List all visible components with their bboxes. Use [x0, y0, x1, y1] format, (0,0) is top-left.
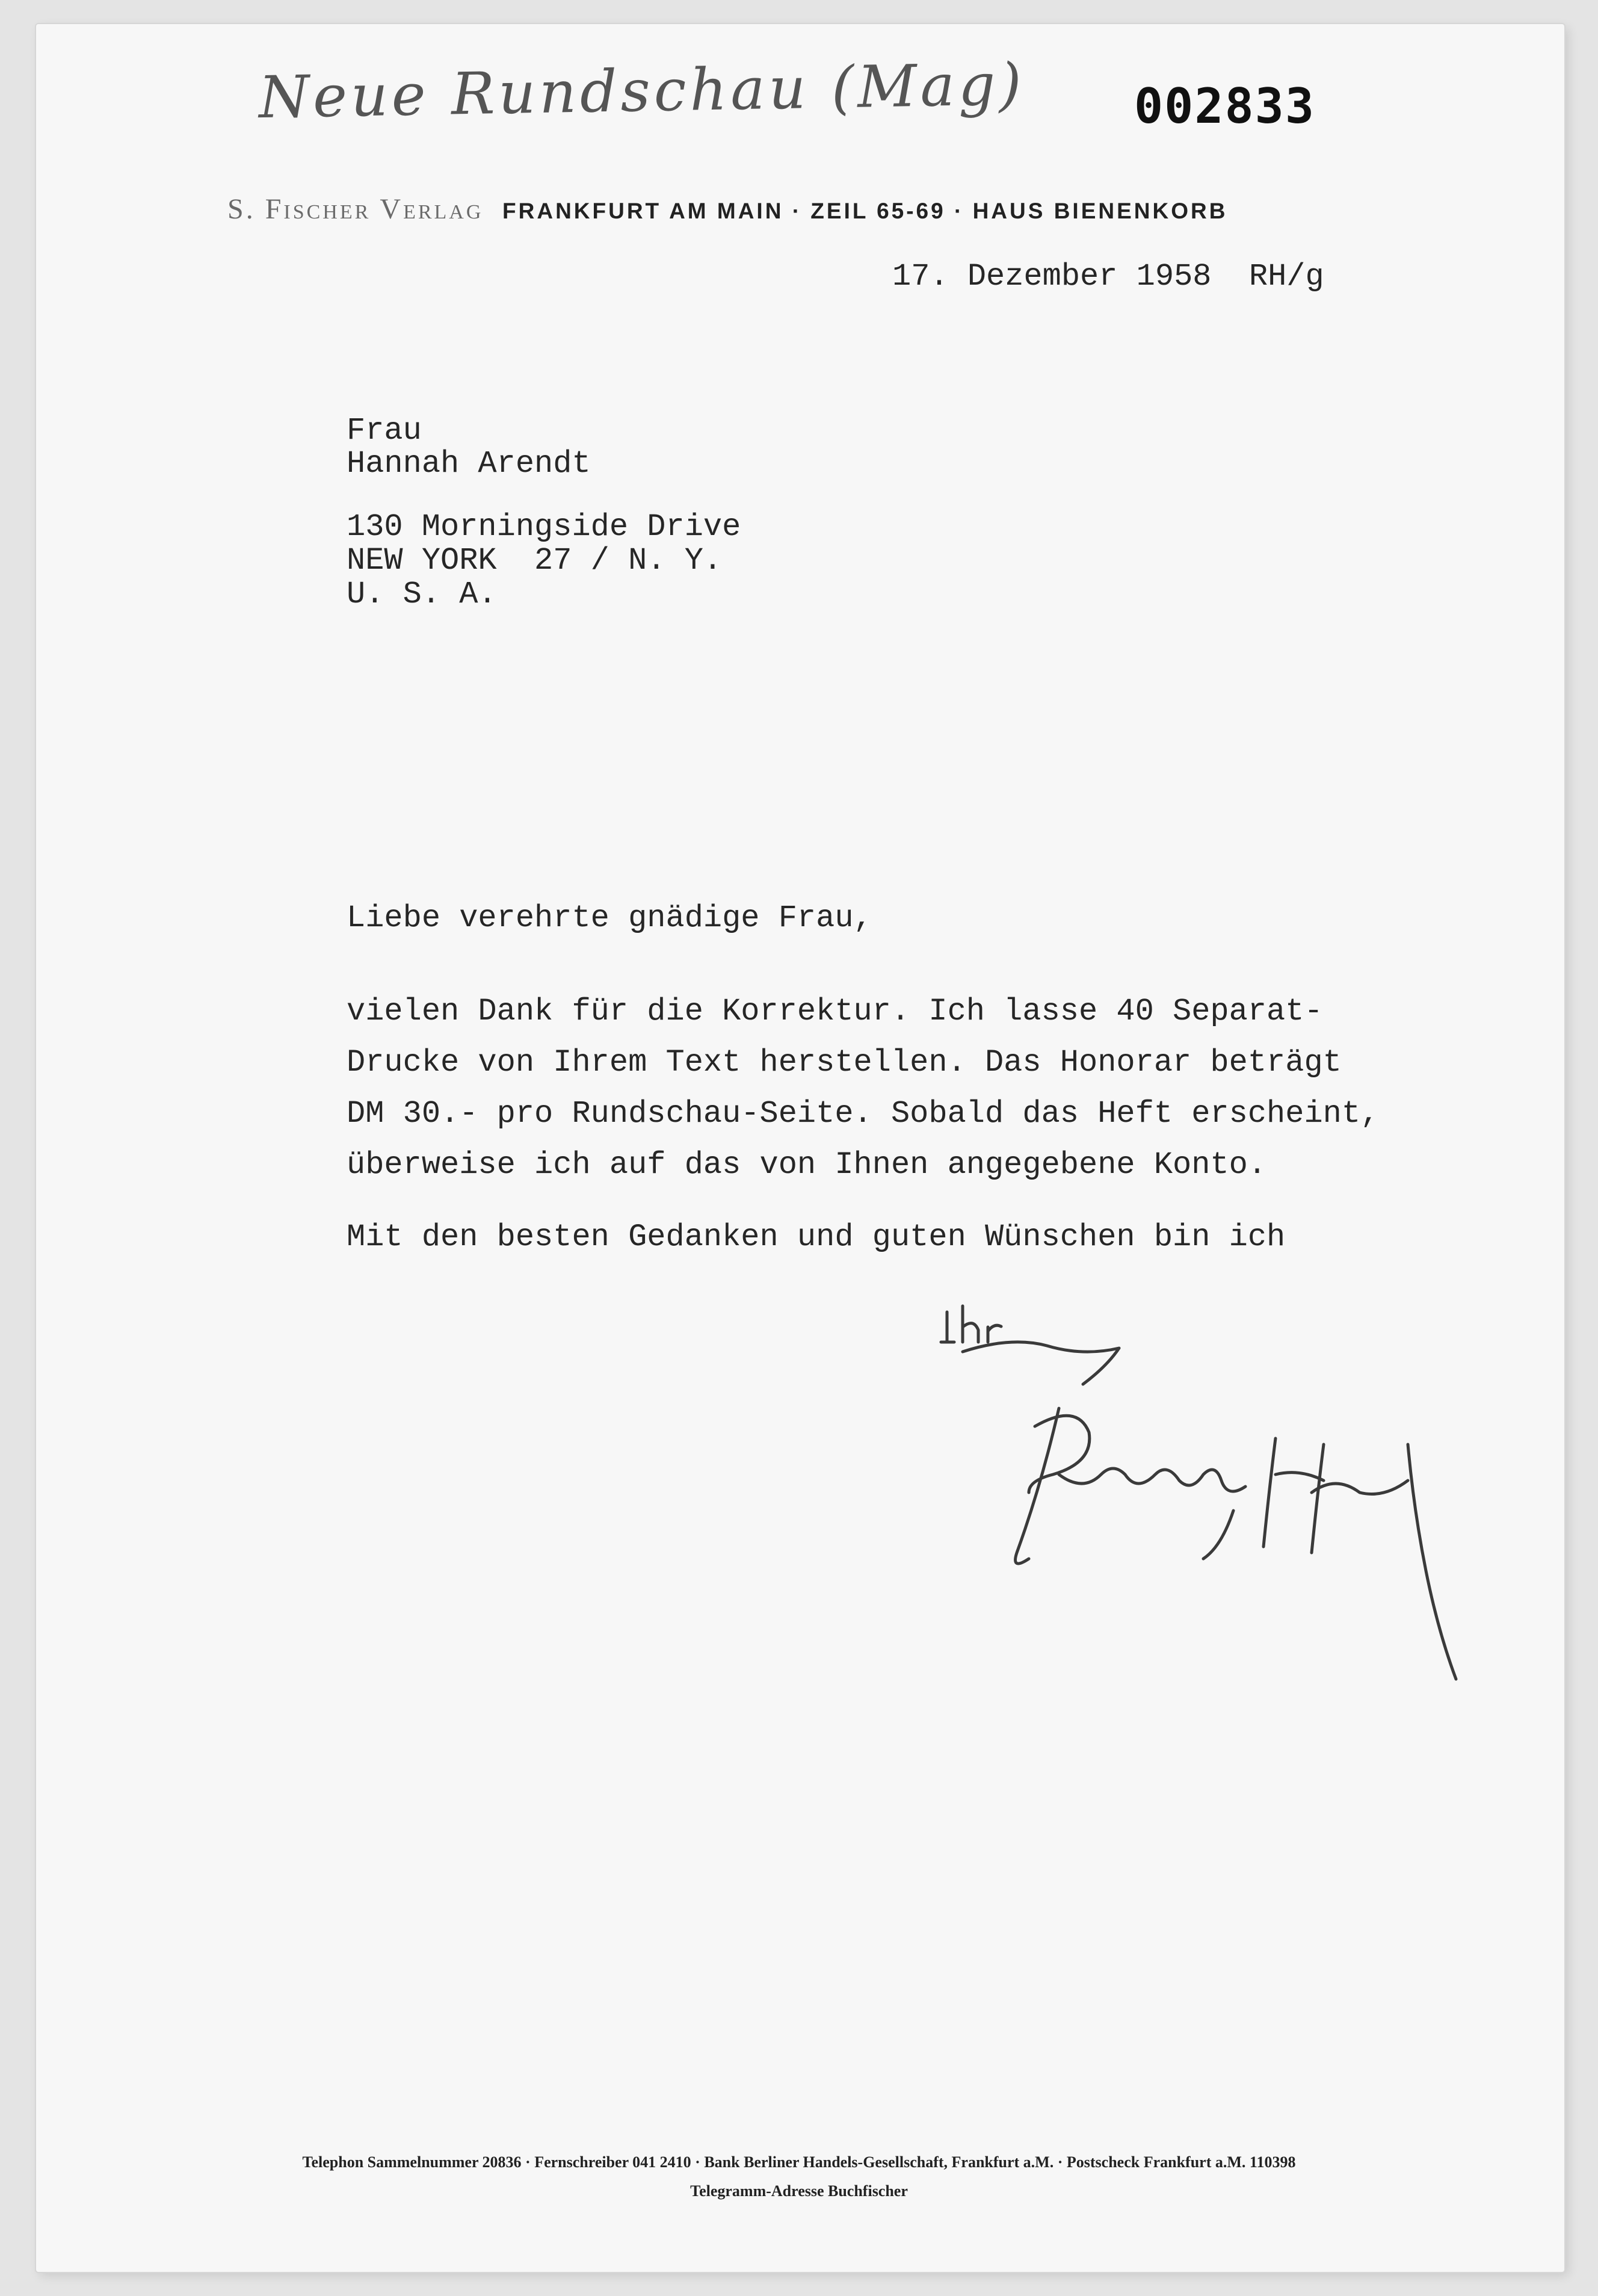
archive-number-stamp: 002833	[1134, 78, 1315, 134]
body-line: vielen Dank für die Korrektur. Ich lasse 40 Separat-	[347, 994, 1323, 1029]
recipient-salutation: Frau	[347, 413, 422, 448]
recipient-city: NEW YORK 27 / N. Y.	[347, 543, 723, 578]
letter-date: 17. Dezember 1958 RH/g	[892, 259, 1324, 294]
recipient-country: U. S. A.	[347, 577, 497, 612]
body-line: überweise ich auf das von Ihnen angegebene Konto.	[347, 1147, 1267, 1183]
publisher-address: FRANKFURT AM MAIN · ZEIL 65-69 · HAUS BIENENKORB	[502, 199, 1228, 223]
body-line: Drucke von Ihrem Text herstellen. Das Honorar beträgt	[347, 1045, 1342, 1080]
letter-closing: Mit den besten Gedanken und guten Wünschen bin ich	[347, 1219, 1286, 1255]
letterhead	[227, 193, 1227, 226]
recipient-street: 130 Morningside Drive	[347, 509, 741, 545]
publisher-name: S. Fischer Verlag	[227, 193, 484, 225]
body-line: DM 30.- pro Rundschau-Seite. Sobald das Heft erscheint,	[347, 1096, 1380, 1131]
footer-contact-info: Telephon Sammelnummer 20836 · Fernschreiber 041 2410 · Bank Berliner Handels-Gesellschaft, Frankfurt a.M. · Postscheck Frankfurt a.M. 110398	[302, 2153, 1296, 2171]
footer-telegram-address: Telegramm-Adresse Buchfischer	[690, 2182, 908, 2200]
handwritten-signature	[939, 1294, 1492, 1691]
handwritten-annotation: Neue Rundschau (Mag)	[258, 50, 1026, 132]
recipient-name: Hannah Arendt	[347, 446, 591, 481]
letter-greeting: Liebe verehrte gnädige Frau,	[347, 900, 872, 936]
